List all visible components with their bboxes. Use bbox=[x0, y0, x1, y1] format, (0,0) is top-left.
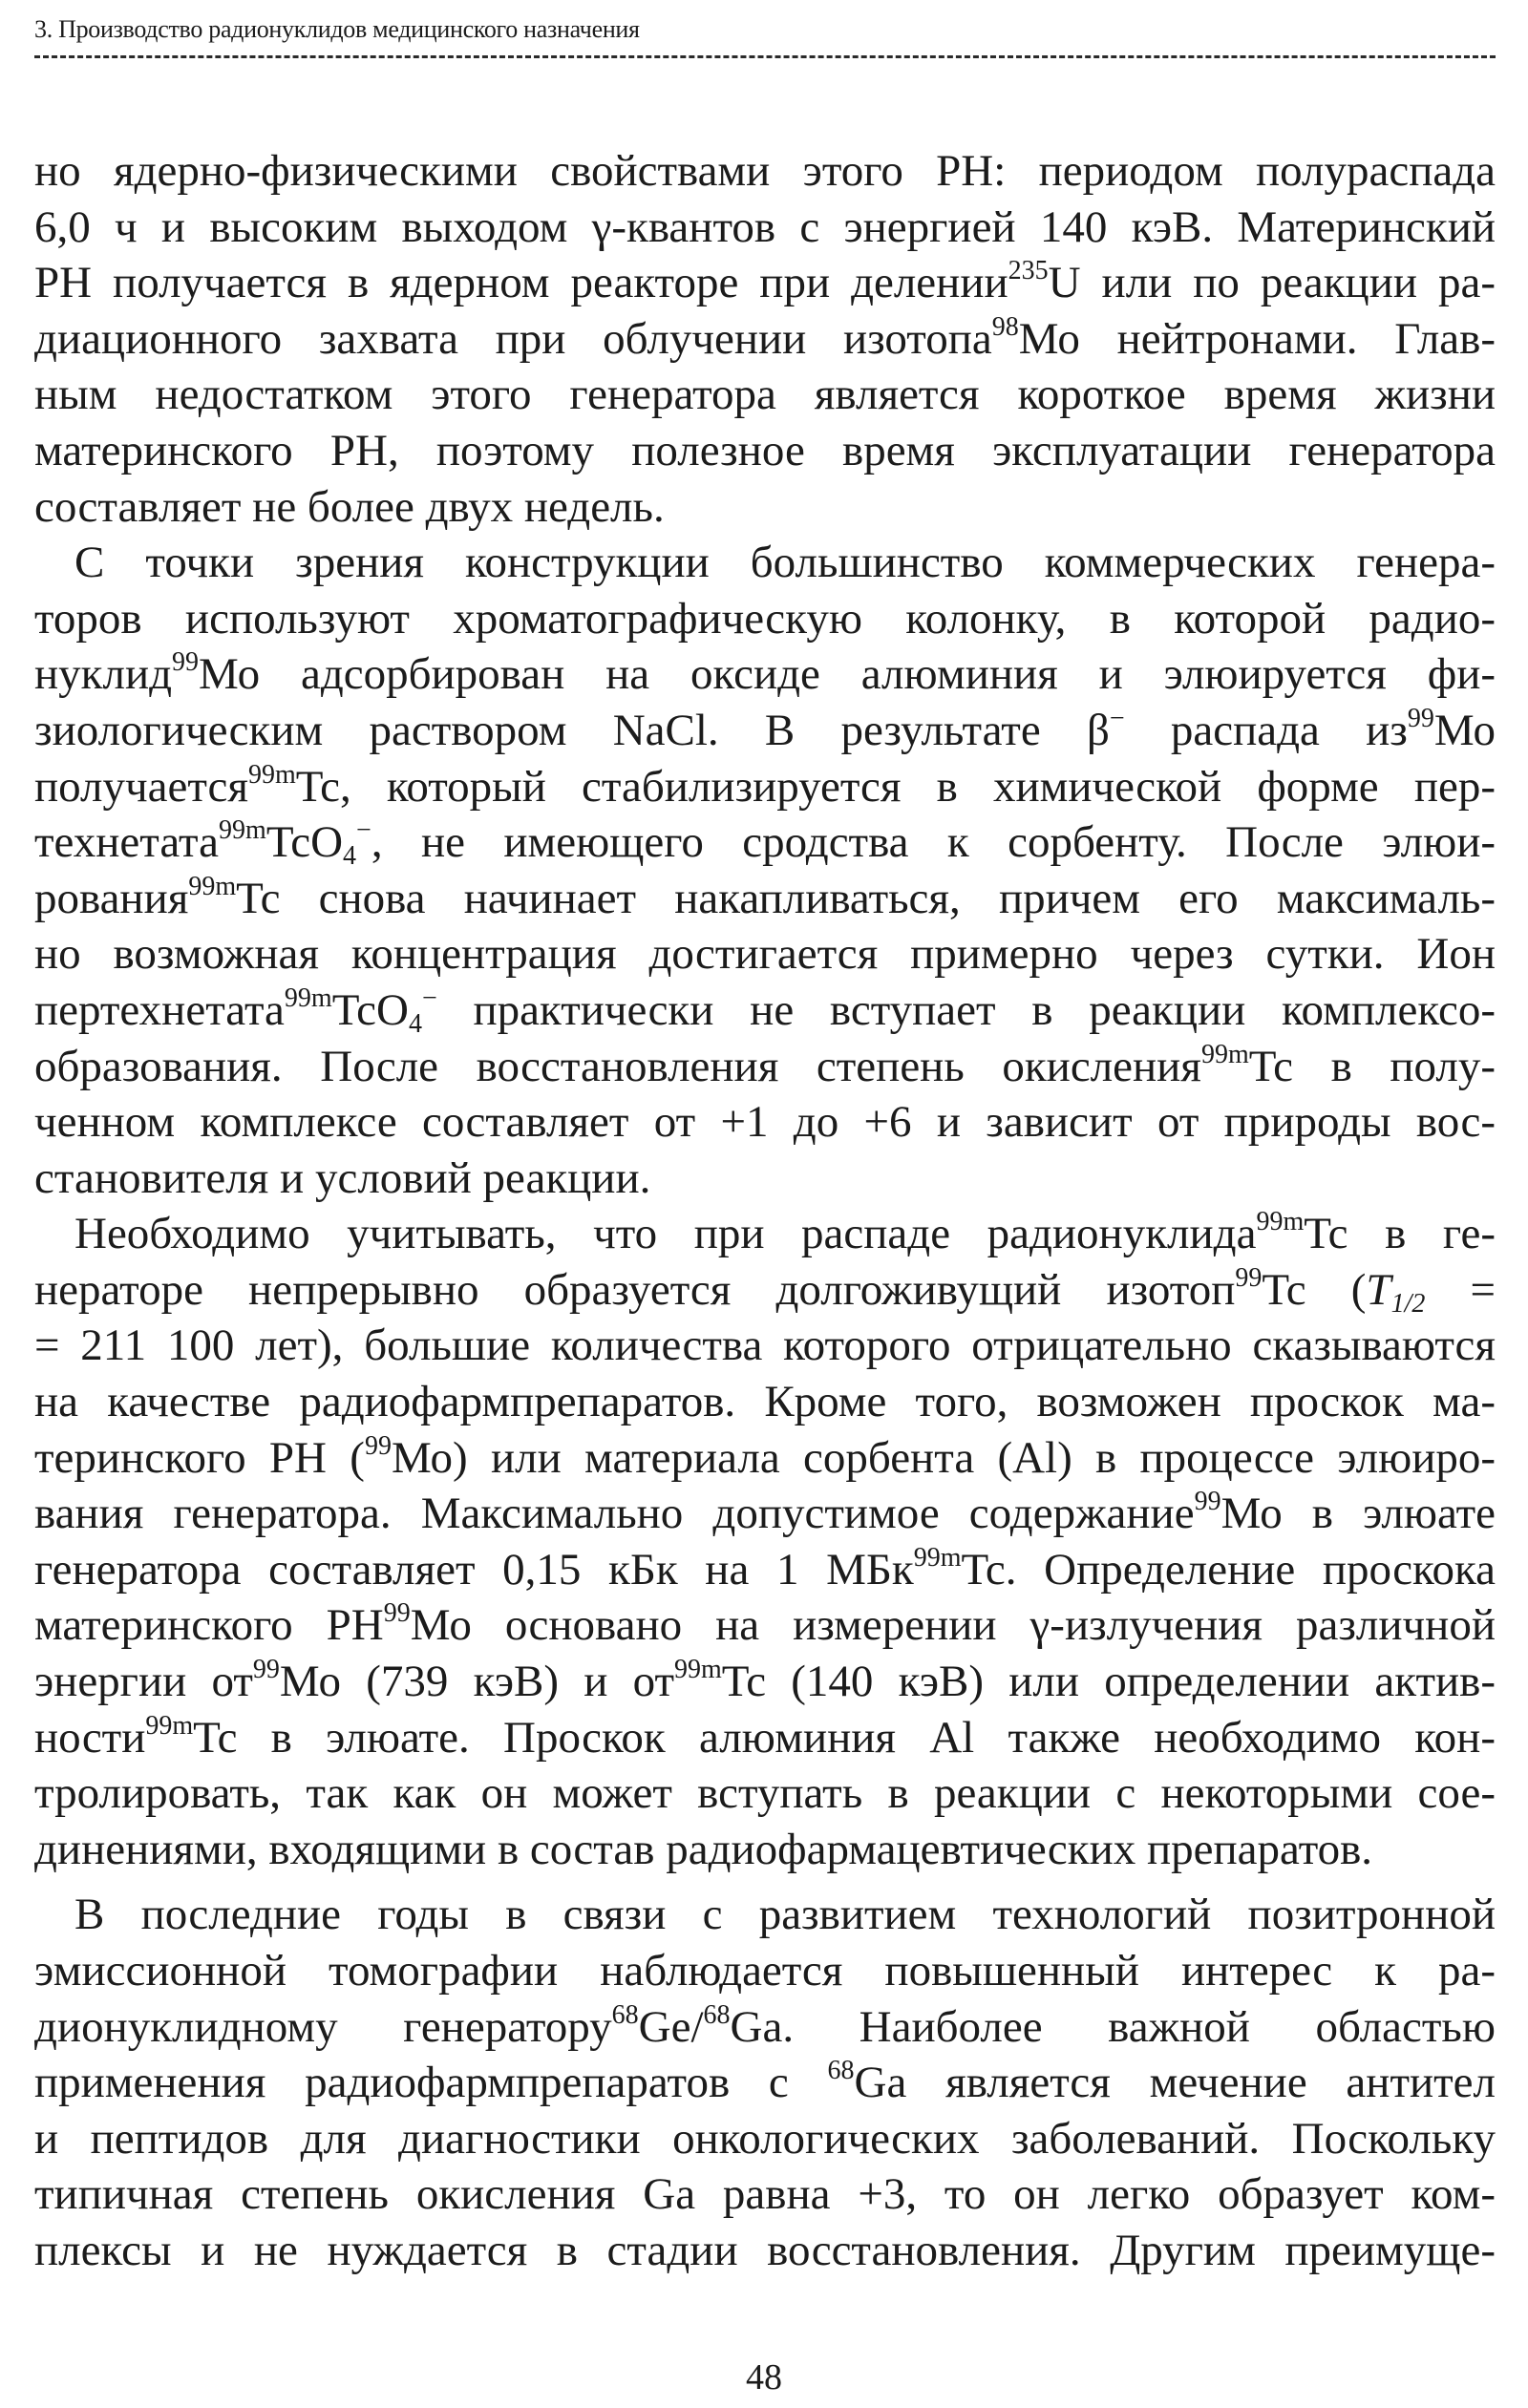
text-line: материнского РН, поэтому полезное время эксплуатации генератора bbox=[34, 425, 1496, 475]
text-line: образования. После восстановления степень окисления$^{99m}$Tc в полу- bbox=[34, 1039, 1496, 1091]
text-line: нуклид$^{99}$Мо адсорбирован на оксиде алюминия и элюируется фи- bbox=[34, 647, 1496, 700]
text-line: но возможная концентрация достигается примерно через сутки. Ион bbox=[34, 929, 1496, 980]
text-line: Необходимо учитывать, что при распаде радионуклида$^{99m}$Tc в ге- bbox=[74, 1207, 1496, 1259]
text-line: генератора составляет 0,15 кБк на 1 МБк$^{99m}$Tc. Определение проскока bbox=[34, 1542, 1496, 1595]
text-line: РН получается в ядерном реакторе при делении$^{235}$U или по реакции ра- bbox=[34, 256, 1496, 308]
header-divider bbox=[34, 55, 1496, 58]
text-line: динениями, входящими в состав радиофармацевтических препаратов. bbox=[34, 1824, 1373, 1874]
text-line: 6,0 ч и высоким выходом γ-квантов с энергией 140 кэВ. Материнский bbox=[34, 201, 1496, 252]
text-line: пертехнетата$^{99m}$TcO$_4$− практически не вступает в реакции комплексо- bbox=[34, 982, 1496, 1039]
text-line: зиологическим раствором NaCl. В результате β− распада $из^{99}Мо$ bbox=[34, 703, 1496, 755]
paragraph-gap bbox=[34, 1877, 1496, 1887]
text-line: энергии $от^{99}Мо$ (739 кэВ) и $от^{99m}Tc$ (140 кэВ) или определении актив- bbox=[34, 1655, 1496, 1707]
text-line: дионуклидному генератору$^{68}$Ge/$^{68}$Ga. Наиболее важной областью bbox=[34, 1999, 1496, 2052]
text-line: составляет не более двух недель. bbox=[34, 481, 665, 532]
text-line: эмиссионной томографии наблюдается повышенный интерес к ра- bbox=[34, 1946, 1496, 1996]
text-line: торов используют хроматографическую колонку, в которой радио- bbox=[34, 593, 1496, 644]
text-line: на качестве радиофармпрепаратов. Кроме того, возможен проскок ма- bbox=[34, 1377, 1496, 1427]
running-head: 3. Производство радионуклидов медицинского назначения bbox=[34, 15, 640, 43]
text-line: ным недостатком этого генератора является короткое время жизни bbox=[34, 370, 1496, 420]
text-line: ченном комплексе составляет от +1 до +6 и зависит от природы вос- bbox=[34, 1097, 1496, 1148]
text-line: технетата$^{99m}$TcO$_4$−, не имеющего сродства к сорбенту. После элюи- bbox=[34, 815, 1496, 872]
text-line: тролировать, так как он может вступать в реакции с некоторыми сое- bbox=[34, 1768, 1496, 1819]
text-line: становителя и условий реакции. bbox=[34, 1152, 651, 1203]
text-line: применения радиофармпрепаратов с $^{68}$Ga является мечение антител bbox=[34, 2056, 1496, 2108]
text-line: вания генератора. Максимально допустимое содержание$^{99}$Мо в элюате bbox=[34, 1487, 1496, 1539]
body-text bbox=[34, 143, 1496, 2279]
text-line: С точки зрения конструкции большинство коммерческих генера- bbox=[74, 538, 1496, 588]
text-line: рования$^{99m}$Tc снова начинает накапливаться, причем его максималь- bbox=[34, 871, 1496, 923]
text-line: теринского РН ($^{99}$Мо) или материала сорбента (Al) в процессе элюиро- bbox=[34, 1430, 1496, 1483]
text-line: и пептидов для диагностики онкологических заболеваний. Поскольку bbox=[34, 2113, 1496, 2164]
text-line: нераторе непрерывно образуется долгоживущий изотоп$^{99}$Tc ($T_{1/2}$ = bbox=[34, 1262, 1496, 1319]
text-line: получается$^{99m}$Tc, который стабилизируется в химической форме пер- bbox=[34, 759, 1496, 812]
text-line: = 211 100 лет), большие количества которого отрицательно сказываются bbox=[34, 1320, 1496, 1371]
text-line: плексы и не нуждается в стадии восстановления. Другим преимуще- bbox=[34, 2225, 1496, 2275]
text-line: ности$^{99m}$Tc в элюате. Проскок алюминия Al также необходимо кон- bbox=[34, 1710, 1496, 1763]
text-line: В последние годы в связи с развитием технологий позитронной bbox=[74, 1890, 1496, 1940]
page-number: 48 bbox=[746, 2357, 782, 2397]
text-line: но ядерно-физическими свойствами этого РН: периодом полураспада bbox=[34, 146, 1496, 196]
text-line: типичная степень окисления Ga равна +3, то он легко образует ком- bbox=[34, 2169, 1496, 2220]
text-line: материнского РН$^{99}$Мо основано на измерении γ-излучения различной bbox=[34, 1598, 1496, 1651]
text-line: диационного захвата при облучении изотопа$^{98}$Мо нейтронами. Глав- bbox=[34, 311, 1496, 364]
